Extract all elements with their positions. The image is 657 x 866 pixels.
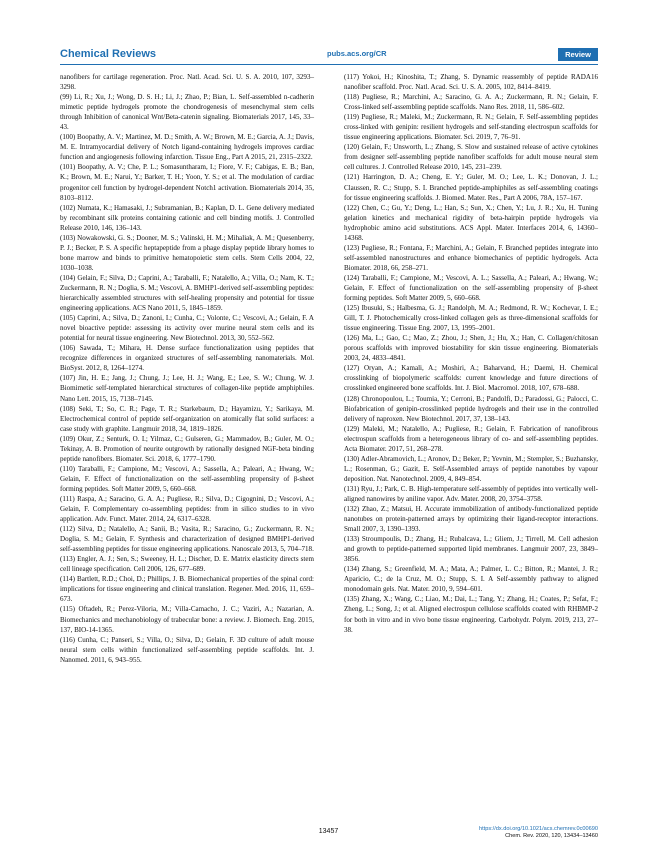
reference-item: (134) Zhang, S.; Greenfield, M. A.; Mata, A.; Palmer, L. C.; Bitton, R.; Mantei, J. R.; Aparicio, C.; de la Cruz, M. O.; Stupp, S. I. A Self-assembly pathway to aligned monodomain gels. Nat. Mater. 2010, 9, 594–601. — [344, 565, 598, 594]
left-reference-column — [60, 72, 314, 665]
reference-item: (135) Zhang, X.; Wang, C.; Liao, M.; Dai, L.; Tang, Y.; Zhang, H.; Coates, P.; Sefat, F.; Zheng, L.; Song, J.; et al. Aligned electrospun cellulose scaffolds coated with RHBMP-2 for both in vitro and in vivo bone tissue engineering. Carbohydr. Polym. 2019, 213, 27–38. — [344, 595, 598, 634]
reference-item: (113) Engler, A. J.; Sen, S.; Sweeney, H. L.; Discher, D. E. Matrix elasticity directs stem cell lineage specification. Cell 2006, 126, 677–689. — [60, 555, 314, 574]
footer-citation — [479, 826, 598, 841]
reference-item: (112) Silva, D.; Natalello, A.; Sanii, B.; Vasita, R.; Saracino, G.; Zuckermann, R. N.; Doglia, S. M.; Gelain, F. Synthesis and characterization of designed BMHP1-derived self-assembling peptides for tissue engineering applications. Nanoscale 2013, 5, 704–718. — [60, 525, 314, 554]
reference-item: (99) Li, R.; Xu, J.; Wong, D. S. H.; Li, J.; Zhao, P.; Bian, L. Self-assembled n-cadherin mimetic peptide hydrogels promote the chondrogenesis of mesenchymal stem cells through Inhibition of canonical Wnt/Beta-catenin signaling. Biomaterials 2017, 145, 33–43. — [60, 93, 314, 132]
reference-item: (116) Cunha, C.; Panseri, S.; Villa, O.; Silva, D.; Gelain, F. 3D culture of adult mouse neural stem cells within functionalized self-assembling peptide scaffolds. Int. J. Nanomed. 2011, 6, 943–955. — [60, 635, 314, 664]
page-number: 13457 — [318, 828, 339, 835]
reference-item: (108) Seki, T.; So, C. R.; Page, T. R.; Starkebaum, D.; Hayamizu, Y.; Sarikaya, M. Electrochemical control of peptide self-organization on atomically flat solid surfaces: a case study with graphite. Langmuir 2018, 34, 1819–1826. — [60, 404, 314, 433]
reference-item: (114) Bartlett, R.D.; Choi, D.; Phillips, J. B. Biomechanical properties of the spinal cord: implications for tissue engineering and clinical translation. Regener. Med. 2016, 11, 659–673. — [60, 575, 314, 604]
section-badge: Review — [558, 48, 598, 61]
reference-item: (103) Nowakowski, G. S.; Dooner, M. S.; Valinski, H. M.; Mihaliak, A. M.; Quesenberry, P. J.; Becker, P. S. A specific heptapeptide from a phage display peptide library homes to bone marrow and binds to primitive hematopoietic stem cells. Stem Cells 2004, 22, 1030–1038. — [60, 233, 314, 272]
reference-item: (130) Adler-Abramovich, L.; Aronov, D.; Beker, P.; Yevnin, M.; Stempler, S.; Buzhansky, L.; Rosenman, G.; Gazit, E. Self-Assembled arrays of peptide nanotubes by vapour deposition. Nat. Nanotechnol. 2009, 4, 849–854. — [344, 454, 598, 483]
reference-item: (106) Sawada, T.; Mihara, H. Dense surface functionalization using peptides that recognize differences in organized structures of self-assembling nanomaterials. Mol. BioSyst. 2012, 8, 1264–1274. — [60, 344, 314, 373]
reference-item: (122) Chen, C.; Gu, Y.; Deng, L.; Han, S.; Sun, X.; Chen, Y.; Lu, J. R.; Xu, H. Tuning gelation kinetics and mechanical rigidity of beta-hairpin peptide hydrogels via hydrophobic amino acid substitutions. ACS Appl. Mater. Interfaces 2014, 6, 14360–14368. — [344, 203, 598, 242]
reference-item: (109) Okur, Z.; Senturk, O. I.; Yilmaz, C.; Gulseren, G.; Mammadov, B.; Guler, M. O.; Tekinay, A. B. Promotion of neurite outgrowth by rationally designed NGF-beta binding peptide nanofibers. Biomater. Sci. 2018, 6, 1777–1790. — [60, 434, 314, 463]
reference-item: (123) Pugliese, R.; Fontana, F.; Marchini, A.; Gelain, F. Branched peptides integrate into self-assembled nanostructures and enhance biomechanics of peptidic hydrogels. Acta Biomater. 2018, 66, 258–271. — [344, 243, 598, 272]
reference-item: (119) Pugliese, R.; Maleki, M.; Zuckermann, R. N.; Gelain, F. Self-assembling peptides cross-linked with genipin: resilient hydrogels and self-standing electrospun scaffolds for tissue engineering applications. Biomater. Sci. 2019, 7, 76–91. — [344, 113, 598, 142]
journal-citation: Chem. Rev. 2020, 120, 13434–13460 — [505, 833, 598, 840]
reference-item: (132) Zhao, Z.; Matsui, H. Accurate immobilization of antibody-functionalized peptide nanotubes on protein-patterned arrays by optimizing their ligand-receptor interactions. Small 2007, 3, 1390–1393. — [344, 505, 598, 534]
reference-item: (125) Ibusuki, S.; Halbesma, G. J.; Randolph, M. A.; Redmond, R. W.; Kochevar, I. E.; Gill, T. J. Photochemically cross-linked collagen gels as three-dimensional scaffolds for tissue engineering. Tissue Eng. 2007, 13, 1995–2001. — [344, 304, 598, 333]
reference-item: (110) Taraballi, F.; Campione, M.; Vescovi, A.; Sassella, A.; Paleari, A.; Hwang, W.; Gelain, F. Effect of functionalization on the self-assembling propensity of β-sheet forming peptides. Soft Matter 2009, 5, 660–668. — [60, 464, 314, 493]
doi-link[interactable]: https://dx.doi.org/10.1021/acs.chemrev.0c00690 — [479, 826, 598, 832]
reference-item: (117) Yokoi, H.; Kinoshita, T.; Zhang, S. Dynamic reassembly of peptide RADA16 nanofiber scaffold. Proc. Natl. Acad. Sci. U. S. A. 2005, 102, 8414–8419. — [344, 73, 598, 92]
header-rule — [60, 64, 598, 65]
reference-item: (128) Chronopoulou, L.; Toumia, Y.; Cerroni, B.; Pandolfi, D.; Paradossi, G.; Palocci, C. Biofabrication of genipin-crosslinked peptide hydrogels and their use in the controlled delivery of naproxen. New Biotechnol. 2017, 37, 138–143. — [344, 394, 598, 423]
reference-item: (111) Raspa, A.; Saracino, G. A. A.; Pugliese, R.; Silva, D.; Cigognini, D.; Vescovi, A.; Gelain, F. Complementary co-assembling peptides: from in silico studies to in vivo application. Adv. Funct. Mater. 2014, 24, 6317–6328. — [60, 494, 314, 524]
reference-item: (121) Harrington, D. A.; Cheng, E. Y.; Guler, M. O.; Lee, L. K.; Donovan, J. L.; Claussen, R. C.; Stupp, S. I. Branched peptide-amphiphiles as self-assembling coatings for tissue engineering scaffolds. J. Biomed. Mater. Res., Part A 2006, 78A, 157–167. — [344, 173, 598, 202]
journal-title: Chemical Reviews — [60, 48, 156, 60]
reference-item: (102) Numata, K.; Hamasaki, J.; Subramanian, B.; Kaplan, D. L. Gene delivery mediated by recombinant silk proteins containing cationic and cell binding motifs. J. Controlled Release 2010, 146, 136–143. — [60, 203, 314, 232]
right-reference-column — [344, 72, 598, 635]
reference-item: (105) Caprini, A.; Silva, D.; Zanoni, I.; Cunha, C.; Volonte, C.; Vescovi, A.; Gelain, F. A novel bioactive peptide: assessing its activity over murine neural stem cells and its potential for neural tissue engineering. New Biotechnol. 2013, 30, 552–562. — [60, 314, 314, 343]
reference-item: (133) Stroumpoulis, D.; Zhang, H.; Rubalcava, L.; Gliem, J.; Tirrell, M. Cell adhesion and growth to peptide-patterned supported lipid membranes. Langmuir 2007, 23, 3849–3856. — [344, 535, 598, 564]
reference-item: (129) Maleki, M.; Natalello, A.; Pugliese, R.; Gelain, F. Fabrication of nanofibrous electrospun scaffolds from a heterogeneous library of co- and self-assembling peptides. Acta Biomater. 2017, 51, 268–278. — [344, 424, 598, 453]
reference-item: (115) Oftadeh, R.; Perez-Viloria, M.; Villa-Camacho, J. C.; Vaziri, A.; Nazarian, A. Biomechanics and mechanobiology of trabecular bone: a review. J. Biomech. Eng. 2015, 137, BIO-14-1365. — [60, 605, 314, 634]
reference-item: (127) Oryan, A.; Kamali, A.; Moshiri, A.; Baharvand, H.; Daemi, H. Chemical crosslinking of biopolymeric scaffolds: current knowledge and future directions of crosslinked engineered bone scaffolds. Int. J. Biol. Macromol. 2018, 107, 678–688. — [344, 364, 598, 393]
reference-item: (120) Gelain, F.; Unsworth, L.; Zhang, S. Slow and sustained release of active cytokines from designer self-assembling peptide nanofiber scaffolds for adult mouse neural stem cell cultures. J. Controlled Release 2010, 145, 231–239. — [344, 143, 598, 172]
reference-item: nanofibers for cartilage regeneration. Proc. Natl. Acad. Sci. U. S. A. 2010, 107, 3293–3298. — [60, 73, 314, 92]
reference-item: (101) Boopathy, A. V.; Che, P. L.; Somasuntharam, I.; Fiore, V. F.; Cabigas, E. B.; Ban, K.; Brown, M. E.; Narui, Y.; Barker, T. H.; Yoon, Y. S.; et al. The modulation of cardiac progenitor cell function by hydrogel-dependent Notch1 activation. Biomaterials 2014, 35, 8103–8112. — [60, 163, 314, 202]
reference-item: (104) Gelain, F.; Silva, D.; Caprini, A.; Taraballi, F.; Natalello, A.; Villa, O.; Nam, K. T.; Zuckermann, R. N.; Doglia, S. M.; Vescovi, A. BMHP1-derived self-assembling peptides: hierarchically assembled structures with self-healing propensity and potential for tissue engineering applications. ACS Nano 2011, 5, 1845–1859. — [60, 273, 314, 313]
reference-item: (131) Ryu, J.; Park, C. B. High-temperature self-assembly of peptides into vertically well-aligned nanowires by aniline vapor. Adv. Mater. 2008, 20, 3754–3758. — [344, 484, 598, 503]
journal-url-link[interactable]: pubs.acs.org/CR — [327, 49, 387, 58]
reference-item: (107) Jin, H. E.; Jang, J.; Chung, J.; Lee, H. J.; Wang, E.; Lee, S. W.; Chung, W. J. Biomimetic self-templated hierarchical structures of collagen-like peptide amphiphiles. Nano Lett. 2015, 15, 7138–7145. — [60, 374, 314, 403]
reference-item: (118) Pugliese, R.; Marchini, A.; Saracino, G. A. A.; Zuckermann, R. N.; Gelain, F. Cross-linked self-assembling peptide scaffolds. Nano Res. 2018, 11, 586–602. — [344, 93, 598, 112]
reference-item: (100) Boopathy, A. V.; Martinez, M. D.; Smith, A. W.; Brown, M. E.; Garcia, A. J.; Davis, M. E. Intramyocardial delivery of Notch ligand-containing hydrogels improves cardiac function and angiogenesis following infarction. Tissue Eng., Part A 2015, 21, 2315–2322. — [60, 133, 314, 162]
reference-item: (124) Taraballi, F.; Campione, M.; Vescovi, A. L.; Sassella, A.; Paleari, A.; Hwang, W.; Gelain, F. Effect of functionalization on the self-assembling propensity of β-sheet forming peptides. Soft Matter 2009, 5, 660–668. — [344, 273, 598, 303]
reference-item: (126) Ma, L.; Gao, C.; Mao, Z.; Zhou, J.; Shen, J.; Hu, X.; Han, C. Collagen/chitosan porous scaffolds with improved biostability for skin tissue engineering. Biomaterials 2003, 24, 4833–4841. — [344, 334, 598, 363]
